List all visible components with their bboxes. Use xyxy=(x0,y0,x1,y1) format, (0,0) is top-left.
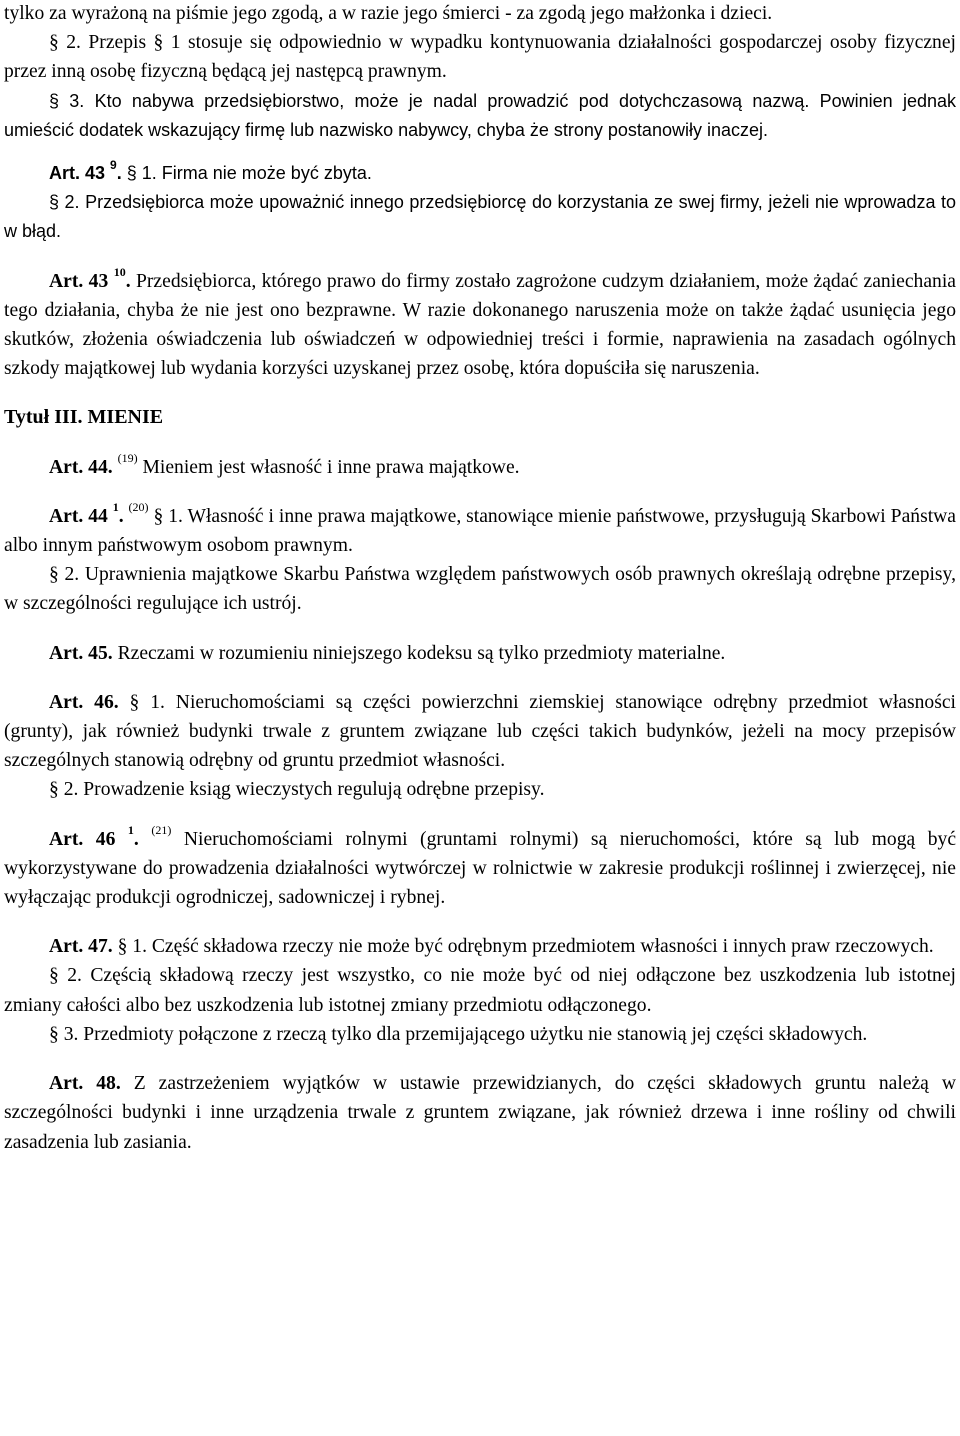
article-number: Art. 47. xyxy=(49,936,113,958)
paragraph: § 2. Przepis § 1 stosuje się odpowiednio w wypadku kontynuowania działalności gospodarczej osoby fizycznej przez inną osobę fizyczną będącą jej następcą prawnym. xyxy=(4,32,956,83)
article-text: § 1. Firma nie może być zbyta. xyxy=(121,163,372,184)
article-text: § 1. Część składowa rzeczy nie może być odrębnym przedmiotem własności i innych praw rzeczowych. xyxy=(112,936,934,958)
paragraph: § 3. Przedmioty połączone z rzeczą tylko dla przemijającego użytku nie stanowią jej części składowych. xyxy=(49,1023,868,1045)
paragraph: § 2. Częścią składową rzeczy jest wszystko, co nie może być od niej odłączone bez uszkodzenia lub istotnej zmiany całości albo bez uszkodzenia lub istotnej zmiany przedmiotu odłączonego. xyxy=(4,965,956,1016)
section-title: Tytuł III. MIENIE xyxy=(4,406,164,429)
article-number: Art. 45. xyxy=(49,642,113,664)
paragraph: § 2. Uprawnienia majątkowe Skarbu Państwa względem państwowych osób prawnych określają odrębne przepisy, w szczególności regulujące ich ustrój. xyxy=(4,564,956,615)
article-number: Art. 43 $^9$. xyxy=(49,158,122,184)
article-text: Przedsiębiorca, którego prawo do firmy zostało zagrożone cudzym działaniem, może żądać zaniechania tego działania, chyba że nie jest ono bezprawne. W razie dokonanego naruszenia może on także żądać usunięcia jego skutków, złożenia oświadczenia lub oświadczeń w odpowiedniej treści i formie, naprawienia na zasadach ogólnych szkody majątkowej lub wydania korzyści uzyskanej przez osobę, która dopuściła się naruszenia. xyxy=(4,270,956,380)
article-46 xyxy=(4,688,956,776)
article-number: Art. 46. xyxy=(49,691,119,713)
paragraph: tylko za wyrażoną na piśmie jego zgodą, a w razie jego śmierci - za zgodą jego małżonka i dzieci. xyxy=(4,3,773,24)
article-number: Art. 46 $^1$. xyxy=(49,823,139,850)
article-47 xyxy=(4,932,956,961)
article-number: Art. 44 $^1$. xyxy=(49,500,124,527)
article-text: Z zastrzeżeniem wyjątków w ustawie przewidzianych, do części składowych gruntu należą w szczególności budynki i inne urządzenia trwale z gruntem związane, jak również drzewa i inne rośliny od chwili zasadzenia lub zasiania. xyxy=(4,1073,956,1153)
paragraph: § 3. Kto nabywa przedsiębiorstwo, może je nadal prowadzić pod dotychczasową nazwą. Powinien jednak umieścić dodatek wskazujący firmę lub nazwisko nabywcy, chyba że strony postanowiły inaczej. xyxy=(4,90,956,140)
article-46-1 xyxy=(4,825,956,913)
article-number: Art. 48. xyxy=(49,1073,121,1095)
article-number: Art. 43 $^{10}$. xyxy=(49,265,131,292)
paragraph: § 2. Prowadzenie ksiąg wieczystych regulują odrębne przepisy. xyxy=(49,779,545,801)
document-page xyxy=(4,0,956,1157)
article-text: Mieniem jest własność i inne prawa majątkowe. xyxy=(137,456,520,478)
article-number: Art. 44. xyxy=(49,456,113,478)
article-text: § 1. Nieruchomościami są części powierzchni ziemskiej stanowiące odrębny przedmiot własności (grunty), jak również budynki trwale z gruntem związane lub części takich budynków, jeżeli na mocy przepisów szczególnych stanowią odrębny od gruntu przedmiot własności. xyxy=(4,691,956,772)
paragraph: § 2. Przedsiębiorca może upoważnić innego przedsiębiorcę do korzystania ze swej firmy, jeżeli nie wprowadza to w błąd. xyxy=(4,192,956,242)
article-44 xyxy=(4,453,956,482)
footnote-ref: (20) xyxy=(128,500,149,515)
article-43-9 xyxy=(4,159,956,188)
footnote-ref: (21) xyxy=(151,823,172,838)
article-text: Rzeczami w rozumieniu niniejszego kodeksu są tylko przedmioty materialne. xyxy=(112,642,726,664)
article-text: § 1. Własność i inne prawa majątkowe, stanowiące mienie państwowe, przysługują Skarbowi Państwa albo innym państwowym osobom prawnym. xyxy=(4,505,956,557)
article-48 xyxy=(4,1069,956,1157)
footnote-ref: (19) xyxy=(117,451,138,466)
article-text: Nieruchomościami rolnymi (gruntami rolnymi) są nieruchomości, które są lub mogą być wykorzystywane do prowadzenia działalności wytwórczej w rolnictwie w zakresie produkcji roślinnej i zwierzęcej, nie wyłączając produkcji ogrodniczej, sadowniczej i rybnej. xyxy=(4,828,957,909)
article-44-1 xyxy=(4,502,956,560)
article-45 xyxy=(4,639,956,668)
article-43-10 xyxy=(4,267,956,384)
